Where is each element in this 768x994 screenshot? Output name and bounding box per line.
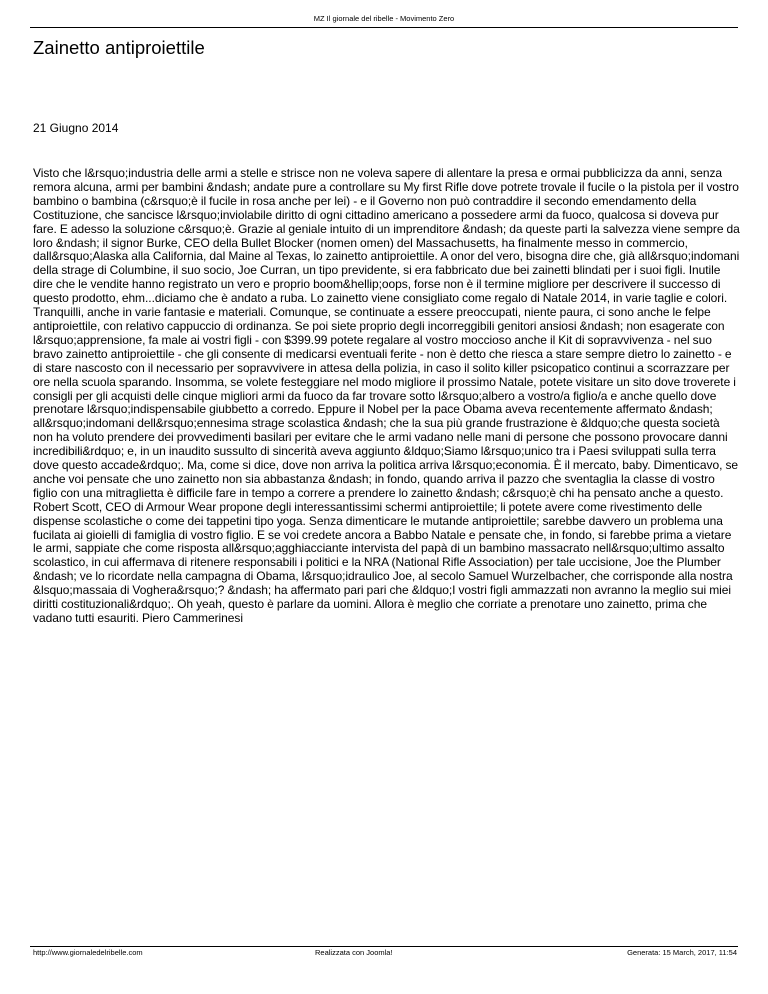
footer-site-link[interactable]: http://www.giornaledelribelle.com xyxy=(33,948,143,957)
header-divider xyxy=(30,27,738,28)
page-header xyxy=(0,14,768,23)
footer-divider xyxy=(30,946,738,947)
footer-generated-timestamp: Generata: 15 March, 2017, 11:54 xyxy=(627,948,737,957)
site-title: MZ Il giornale del ribelle - Movimento Zero xyxy=(313,14,455,23)
article-date: 21 Giugno 2014 xyxy=(33,121,119,135)
article-body: Visto che l&rsquo;industria delle armi a stelle e strisce non ne voleva sapere di allentare la presa e ormai pubblicizza da anni, senza remora alcuna, armi per bambini &ndash; andate pure a controllare su My first Rifle dove potrete trovale il fucile o la pistola per il vostro bambino o bambina (c&rsquo;è il fucile in rosa anche per lei) - e il Governo non può contraddire il secondo emendamento della Costituzione, che sancisce l&rsquo;inviolabile diritto di ogni cittadino americano a possedere armi da fuoco, qualcosa si doveva pur fare. E adesso la soluzione c&rsquo;è. Grazie al geniale intuito di un imprenditore &ndash; da queste parti la salvezza viene sempre da loro &ndash; il signor Burke, CEO della Bullet Blocker (nomen omen) del Massachusetts, ha finalmente messo in commercio, dall&rsquo;Alaska alla California, dal Maine al Texas, lo zainetto antiproiettile. A onor del vero, bisogna dire che, già all&rsquo;indomani della strage di Columbine, il suo socio, Joe Curran, un tipo previdente, si era fabbricato due bei zainetti blindati per i suoi figli. Inutile dire che le vendite hanno registrato un vero e proprio boom&hellip;oops, forse non è il termine migliore per descrivere il successo di questo prodotto, ehm...diciamo che è andato a ruba. Lo zainetto viene consigliato come regalo di Natale 2014, in varie taglie e colori. Tranquilli, anche in varie fantasie e materiali. Comunque, se continuate a essere preoccupati, niente paura, ci sono anche le felpe antiproiettile, con relativo cappuccio di ordinanza. Se poi siete proprio degli incorreggibili genitori ansiosi &ndash; non esagerate con l&rsquo;apprensione, fa male ai vostri figli - con $399.99 potete regalare al vostro moccioso anche il Kit di sopravvivenza - nel suo bravo zainetto antiproiettile - che gli consente di medicarsi eventuali ferite - non è detto che riesca a stare sempre dietro lo zainetto - e di stare nascosto con il necessario per sopravvivere in attesa della polizia, in caso il solito killer psicopatico continui a scorrazzare per ore nella scuola sparando. Insomma, se volete festeggiare nel modo migliore il prossimo Natale, potete visitare un sito dove troverete i consigli per gli acquisti delle cinque migliori armi da fuoco da far trovare sotto l&rsquo;albero a vostro/a figlio/a e anche quello dove prenotare l&rsquo;indispensabile giubbetto a corredo. Eppure il Nobel per la pace Obama aveva recentemente affermato &ndash; all&rsquo;indomani dell&rsquo;ennesima strage scolastica &ndash; che la sua più grande frustrazione è &ldquo;che questa società non ha voluto prendere dei provvedimenti basilari per evitare che le armi vadano nelle mani di persone che possono provocare danni incredibili&rdquo; e, in un inaudito sussulto di sincerità aveva aggiunto &ldquo;Siamo l&rsquo;unico tra i Paesi sviluppati sulla terra dove questo accade&rdquo;. Ma, come si dice, dove non arriva la politica arriva l&rsquo;economia. È il mercato, baby. Dimenticavo, se anche voi pensate che uno zainetto non sia abbastanza &ndash; in fondo, quando arriva il pazzo che sventaglia la classe di vostro figlio con una mitraglietta è difficile fare in tempo a correre a prendere lo zainetto &ndash; c&rsquo;è chi ha pensato anche a questo. Robert Scott, CEO di Armour Wear propone degli interessantissimi schermi antiproiettile; li potete avere come rivestimento delle dispense scolastiche o come dei tappetini tipo yoga. Senza dimenticare le mutande antiproiettile; sarebbe davvero un problema una fucilata ai gioielli di famiglia di vostro figlio. E se voi credete ancora a Babbo Natale e pensate che, in fondo, si farebbe prima a vietare le armi, sappiate che come risposta all&rsquo;agghiacciante intervista del papà di un bambino massacrato nell&rsquo;ultimo assalto scolastico, in cui affermava di ritenere responsabili i politici e la NRA (National Rifle Association) per tale uccisione, Joe the Plumber &ndash; ve lo ricordate nella campagna di Obama, l&rsquo;idraulico Joe, al secolo Samuel Wurzelbacher, che corrisponde alla nostra &lsquo;massaia di Voghera&rsquo;? &ndash; ha affermato pari pari che &ldquo;I vostri figli ammazzati non avranno la meglio sui miei diritti costituzionali&rdquo;. Oh yeah, questo è parlare da uomini. Allora è meglio che corriate a prenotare uno zainetto, prima che vadano tutti esauriti. Piero Cammerinesi xyxy=(33,166,740,625)
footer-credit: Realizzata con Joomla! xyxy=(315,948,393,957)
article-title: Zainetto antiproiettile xyxy=(33,37,205,58)
